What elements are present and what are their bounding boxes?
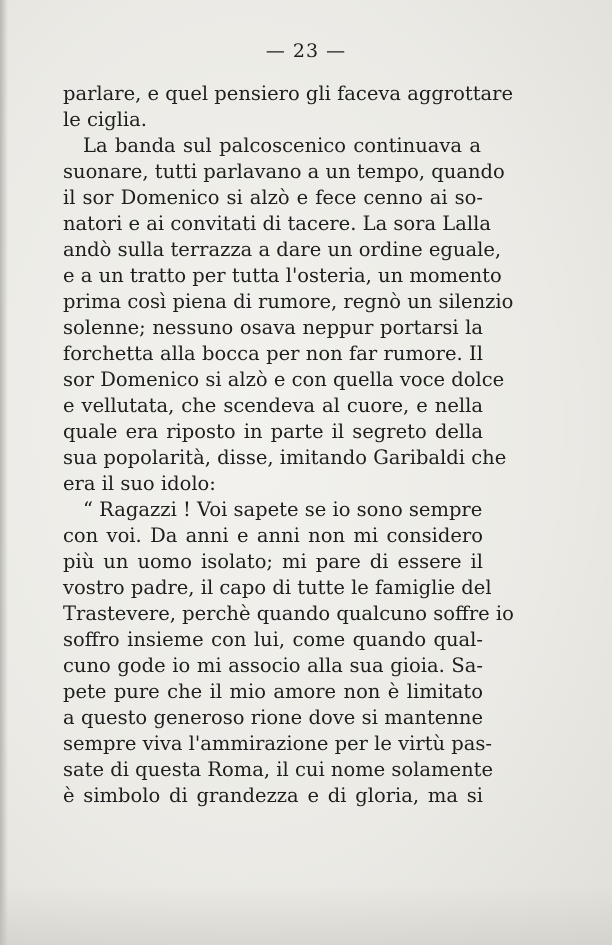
text-line: sempre viva l'ammirazione per le virtù pas- xyxy=(63,732,492,755)
text-line: pete pure che il mio amore non è limitato xyxy=(63,680,483,703)
page-number: — 23 — xyxy=(265,40,347,62)
text-line: è simbolo di grandezza e di gloria, ma si xyxy=(63,784,483,807)
text-line: e a un tratto per tutta l'osteria, un momento xyxy=(63,264,502,287)
text-line: con voi. Da anni e anni non mi considero xyxy=(63,524,483,547)
text-line: prima così piena di rumore, regnò un silenzio xyxy=(63,290,514,313)
text-line: sate di questa Roma, il cui nome solamente xyxy=(63,758,493,781)
text-line: più un uomo isolato; mi pare di essere il xyxy=(63,550,483,573)
text-line: soffro insieme con lui, come quando qual- xyxy=(63,628,483,651)
text-line: quale era riposto in parte il segreto della xyxy=(63,420,483,443)
text-line: le ciglia. xyxy=(63,108,147,131)
text-line: “ Ragazzi ! Voi sapete se io sono sempre xyxy=(83,498,483,521)
text-line: andò sulla terrazza a dare un ordine eguale, xyxy=(63,238,502,261)
text-line: solenne; nessuno osava neppur portarsi la xyxy=(63,316,483,339)
text-line: a questo generoso rione dove si mantenne xyxy=(63,706,483,729)
text-line: il sor Domenico si alzò e fece cenno ai so- xyxy=(63,186,483,209)
text-line: sua popolarità, disse, imitando Garibaldi che xyxy=(63,446,507,469)
text-line: cuno gode io mi associo alla sua gioia. Sa- xyxy=(63,654,483,677)
text-line: suonare, tutti parlavano a un tempo, quando xyxy=(63,160,505,183)
text-line: sor Domenico si alzò e con quella voce dolce xyxy=(63,368,505,391)
text-line: forchetta alla bocca per non far rumore. Il xyxy=(63,342,483,365)
page-edge-shadow xyxy=(0,0,8,945)
text-line: e vellutata, che scendeva al cuore, e nella xyxy=(63,394,483,417)
text-line: natori e ai convitati di tacere. La sora Lalla xyxy=(63,212,491,235)
text-line: era il suo idolo: xyxy=(63,472,216,495)
text-line: Trastevere, perchè quando qualcuno soffre io xyxy=(63,602,514,625)
page-bottom-shade xyxy=(0,885,612,945)
text-line: La banda sul palcoscenico continuava a xyxy=(83,134,481,157)
text-line: parlare, e quel pensiero gli faceva aggrottare xyxy=(63,82,514,105)
text-line: vostro padre, il capo di tutte le famiglie del xyxy=(63,576,492,599)
